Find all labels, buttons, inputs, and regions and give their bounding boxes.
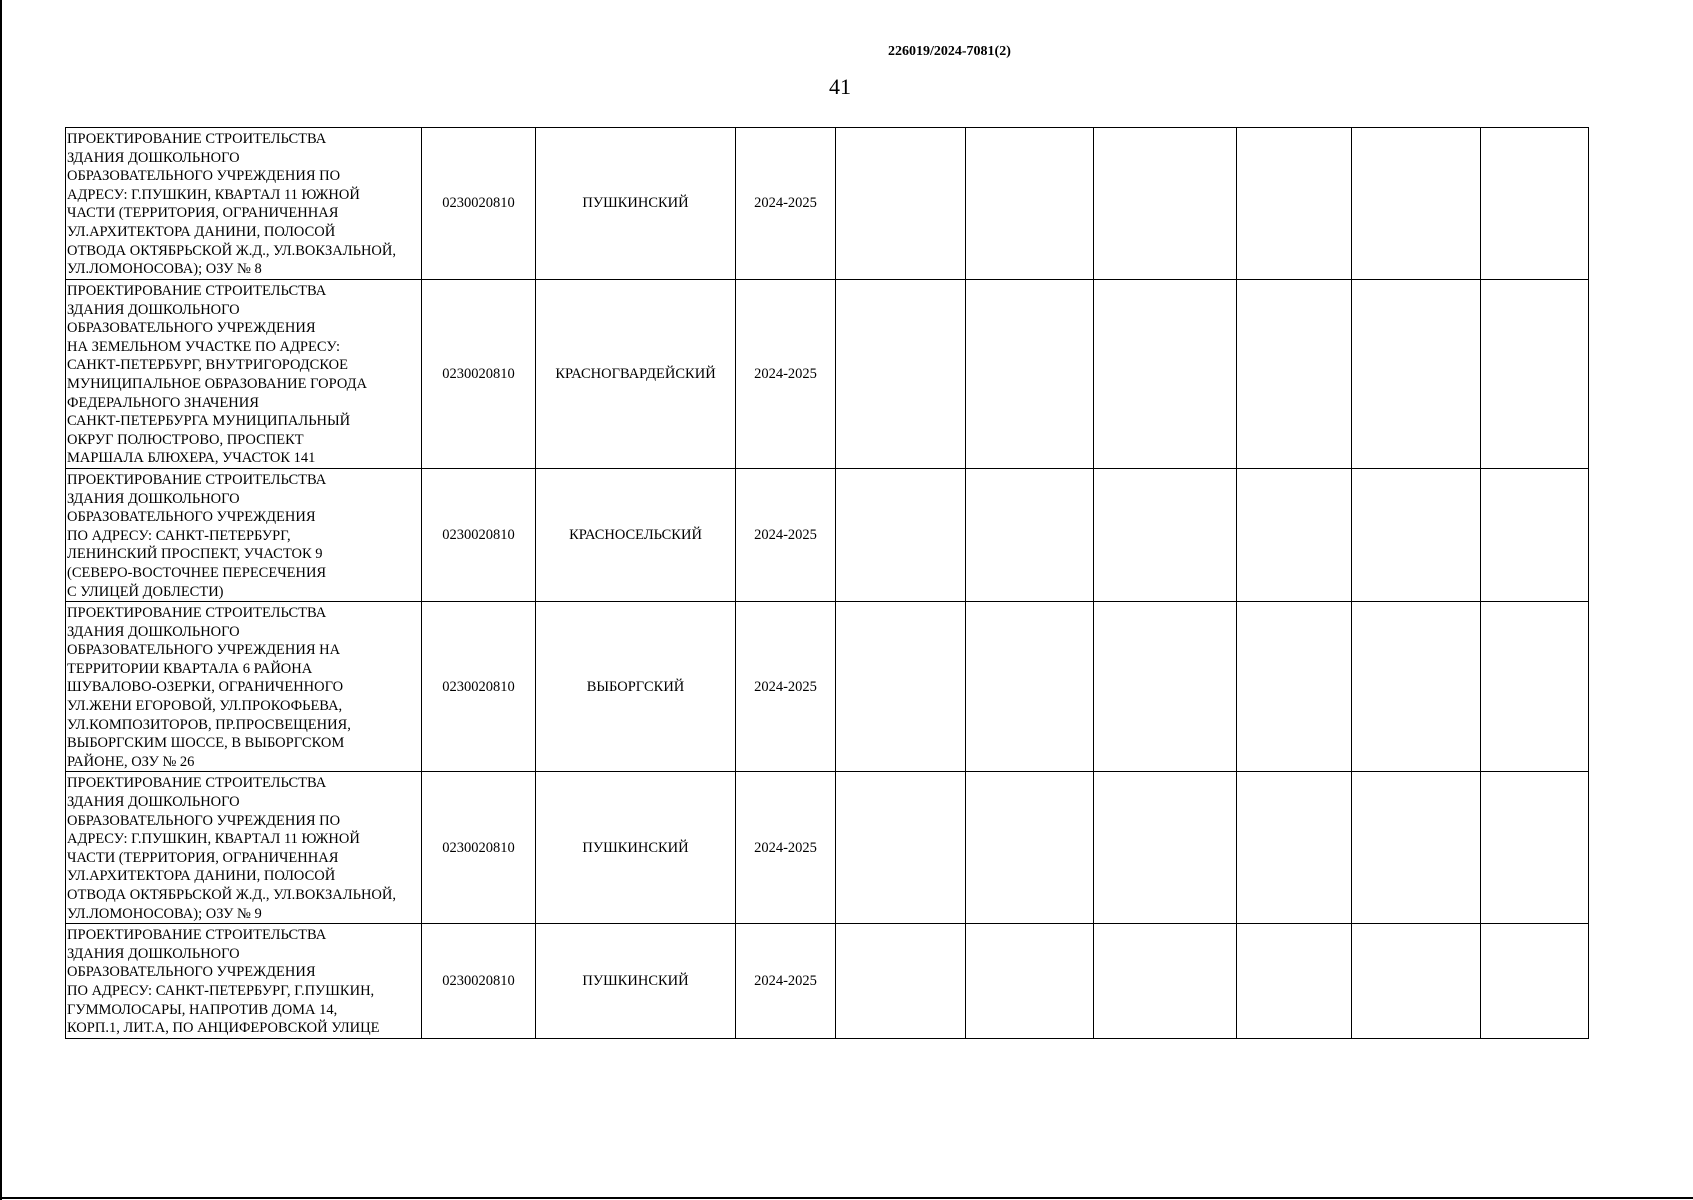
empty-cell: [1481, 924, 1589, 1039]
district-cell: ПУШКИНСКИЙ: [536, 924, 736, 1039]
code-cell: 0230020810: [422, 602, 536, 772]
empty-cell: [966, 772, 1094, 924]
empty-cell: [966, 280, 1094, 469]
empty-cell: [1481, 602, 1589, 772]
empty-cell: [966, 924, 1094, 1039]
empty-cell: [1237, 602, 1352, 772]
empty-cell: [1481, 468, 1589, 601]
page-number: 41: [829, 74, 851, 99]
page-edge-bottom: [0, 1197, 1693, 1199]
document-number-text: 226019/2024-7081(2): [888, 44, 1011, 59]
table-row: [66, 280, 1589, 469]
empty-cell: [1094, 772, 1237, 924]
empty-cell: [1237, 128, 1352, 280]
empty-cell: [836, 602, 966, 772]
project-name-cell: ПРОЕКТИРОВАНИЕ СТРОИТЕЛЬСТВА ЗДАНИЯ ДОШКОЛЬНОГО ОБРАЗОВАТЕЛЬНОГО УЧРЕЖДЕНИЯ ПО АДРЕСУ: САНКТ-ПЕТЕРБУРГ, Г.ПУШКИН, ГУММОЛОСАРЫ, НАПРОТИВ ДОМА 14, КОРП.1, ЛИТ.А, ПО АНЦИФЕРОВСКОЙ УЛИЦЕ: [66, 924, 422, 1039]
empty-cell: [1094, 602, 1237, 772]
project-name-cell: ПРОЕКТИРОВАНИЕ СТРОИТЕЛЬСТВА ЗДАНИЯ ДОШКОЛЬНОГО ОБРАЗОВАТЕЛЬНОГО УЧРЕЖДЕНИЯ ПО АДРЕСУ: Г.ПУШКИН, КВАРТАЛ 11 ЮЖНОЙ ЧАСТИ (ТЕРРИТОРИЯ, ОГРАНИЧЕННАЯ УЛ.АРХИТЕКТОРА ДАНИНИ, ПОЛОСОЙ ОТВОДА ОКТЯБРЬСКОЙ Ж.Д., УЛ.ВОКЗАЛЬНОЙ, УЛ.ЛОМОНОСОВА); ОЗУ № 8: [66, 128, 422, 280]
empty-cell: [1094, 280, 1237, 469]
table-row: [66, 128, 1589, 280]
period-cell: 2024-2025: [736, 602, 836, 772]
table-row: [66, 924, 1589, 1039]
empty-cell: [1352, 602, 1481, 772]
empty-cell: [1094, 468, 1237, 601]
empty-cell: [966, 128, 1094, 280]
empty-cell: [966, 602, 1094, 772]
period-cell: 2024-2025: [736, 924, 836, 1039]
project-name-cell: ПРОЕКТИРОВАНИЕ СТРОИТЕЛЬСТВА ЗДАНИЯ ДОШКОЛЬНОГО ОБРАЗОВАТЕЛЬНОГО УЧРЕЖДЕНИЯ НА ТЕРРИТОРИИ КВАРТАЛА 6 РАЙОНА ШУВАЛОВО-ОЗЕРКИ, ОГРАНИЧЕННОГО УЛ.ЖЕНИ ЕГОРОВОЙ, УЛ.ПРОКОФЬЕВА, УЛ.КОМПОЗИТОРОВ, ПР.ПРОСВЕЩЕНИЯ, ВЫБОРГСКИМ ШОССЕ, В ВЫБОРГСКОМ РАЙОНЕ, ОЗУ № 26: [66, 602, 422, 772]
code-cell: 0230020810: [422, 128, 536, 280]
empty-cell: [1352, 128, 1481, 280]
period-cell: 2024-2025: [736, 280, 836, 469]
table-row: [66, 772, 1589, 924]
empty-cell: [1352, 924, 1481, 1039]
empty-cell: [836, 280, 966, 469]
code-cell: 0230020810: [422, 772, 536, 924]
district-cell: ПУШКИНСКИЙ: [536, 128, 736, 280]
district-cell: КРАСНОГВАРДЕЙСКИЙ: [536, 280, 736, 469]
project-name-cell: ПРОЕКТИРОВАНИЕ СТРОИТЕЛЬСТВА ЗДАНИЯ ДОШКОЛЬНОГО ОБРАЗОВАТЕЛЬНОГО УЧРЕЖДЕНИЯ НА ЗЕМЕЛЬНОМ УЧАСТКЕ ПО АДРЕСУ: САНКТ-ПЕТЕРБУРГ, ВНУТРИГОРОДСКОЕ МУНИЦИПАЛЬНОЕ ОБРАЗОВАНИЕ ГОРОДА ФЕДЕРАЛЬНОГО ЗНАЧЕНИЯ САНКТ-ПЕТЕРБУРГА МУНИЦИПАЛЬНЫЙ ОКРУГ ПОЛЮСТРОВО, ПРОСПЕКТ МАРШАЛА БЛЮХЕРА, УЧАСТОК 141: [66, 280, 422, 469]
empty-cell: [1481, 128, 1589, 280]
table-row: [66, 602, 1589, 772]
empty-cell: [1237, 280, 1352, 469]
empty-cell: [1352, 280, 1481, 469]
project-name-cell: ПРОЕКТИРОВАНИЕ СТРОИТЕЛЬСТВА ЗДАНИЯ ДОШКОЛЬНОГО ОБРАЗОВАТЕЛЬНОГО УЧРЕЖДЕНИЯ ПО АДРЕСУ: Г.ПУШКИН, КВАРТАЛ 11 ЮЖНОЙ ЧАСТИ (ТЕРРИТОРИЯ, ОГРАНИЧЕННАЯ УЛ.АРХИТЕКТОРА ДАНИНИ, ПОЛОСОЙ ОТВОДА ОКТЯБРЬСКОЙ Ж.Д., УЛ.ВОКЗАЛЬНОЙ, УЛ.ЛОМОНОСОВА); ОЗУ № 9: [66, 772, 422, 924]
project-name-cell: ПРОЕКТИРОВАНИЕ СТРОИТЕЛЬСТВА ЗДАНИЯ ДОШКОЛЬНОГО ОБРАЗОВАТЕЛЬНОГО УЧРЕЖДЕНИЯ ПО АДРЕСУ: САНКТ-ПЕТЕРБУРГ, ЛЕНИНСКИЙ ПРОСПЕКТ, УЧАСТОК 9 (СЕВЕРО-ВОСТОЧНЕЕ ПЕРЕСЕЧЕНИЯ С УЛИЦЕЙ ДОБЛЕСТИ): [66, 468, 422, 601]
empty-cell: [1094, 924, 1237, 1039]
page-edge-left: [0, 0, 2, 1200]
period-cell: 2024-2025: [736, 128, 836, 280]
projects-table: [65, 127, 1589, 1039]
code-cell: 0230020810: [422, 280, 536, 469]
empty-cell: [1352, 772, 1481, 924]
empty-cell: [1237, 468, 1352, 601]
empty-cell: [1237, 772, 1352, 924]
empty-cell: [836, 128, 966, 280]
empty-cell: [836, 924, 966, 1039]
empty-cell: [1094, 128, 1237, 280]
period-cell: 2024-2025: [736, 772, 836, 924]
code-cell: 0230020810: [422, 924, 536, 1039]
district-cell: ВЫБОРГСКИЙ: [536, 602, 736, 772]
district-cell: КРАСНОСЕЛЬСКИЙ: [536, 468, 736, 601]
empty-cell: [1237, 924, 1352, 1039]
table-row: [66, 468, 1589, 601]
empty-cell: [966, 468, 1094, 601]
empty-cell: [1481, 772, 1589, 924]
empty-cell: [1481, 280, 1589, 469]
code-cell: 0230020810: [422, 468, 536, 601]
period-cell: 2024-2025: [736, 468, 836, 601]
empty-cell: [1352, 468, 1481, 601]
empty-cell: [836, 468, 966, 601]
district-cell: ПУШКИНСКИЙ: [536, 772, 736, 924]
empty-cell: [836, 772, 966, 924]
